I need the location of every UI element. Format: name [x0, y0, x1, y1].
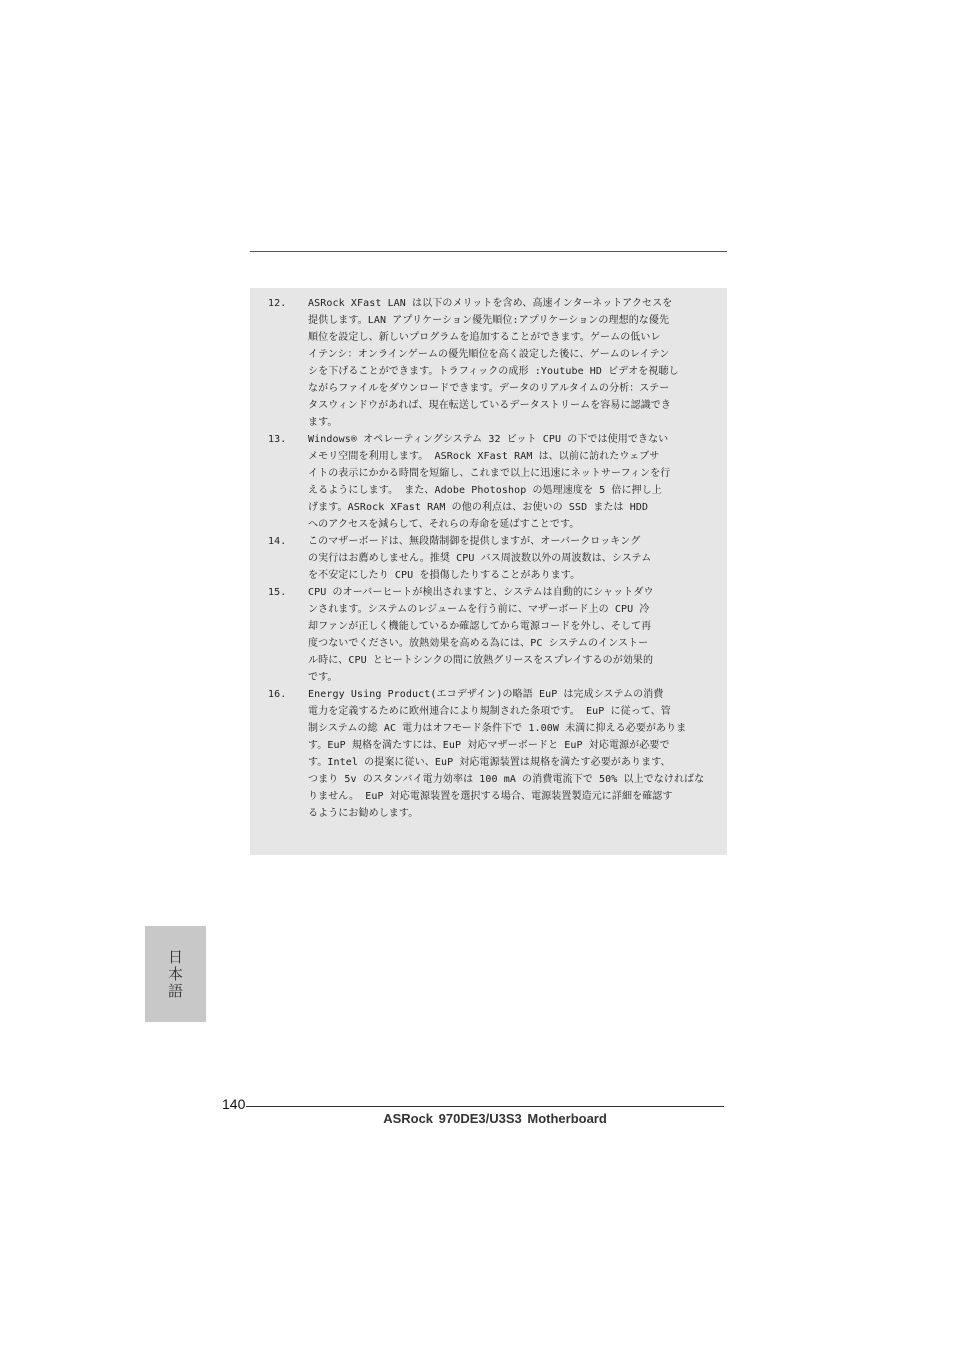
notes-panel — [250, 288, 727, 855]
note-text: ASRock XFast LAN は以下のメリットを含め、高速インターネットアクセスを 提供します。LAN アプリケーション優先順位:アプリケーションの理想的な優先 順位を設定し、新しいプログラムを追加することができます。ゲームの低いレ イテンシ：オンラインゲームの優先順位を高く設定した後に、ゲームのレイテン シを下げることができます。トラフィックの成形 :Youtube HD ビデオを視聴し ながらファイルをダウンロードできます。データのリアルタイムの分析：ステー タスウィンドウがあれば、現在転送しているデータストリームを容易に認識でき ます。 — [308, 298, 679, 428]
note-item — [268, 533, 714, 584]
note-number: 13. — [268, 434, 287, 445]
note-text: Windows® オペレーティングシステム 32 ビット CPU の下では使用できない メモリ空間を利用します。 ASRock XFast RAM は、以前に訪れたウェブサ イトの表示にかかる時間を短縮し、これまで以上に迅速にネットサーフィンを行 えるようにします。 また、Adobe Photoshop の処理速度を 5 倍に押し上 げます。ASRock XFast RAM の他の利点は、お使いの SSD または HDD へのアクセスを減らして、それらの寿命を延ばすことです。 — [308, 434, 671, 530]
note-number: 16. — [268, 689, 287, 700]
note-item — [268, 584, 714, 686]
note-item — [268, 686, 714, 822]
notes-list — [268, 295, 714, 822]
language-tab — [145, 926, 206, 1022]
note-text: このマザーボードは、無段階制御を提供しますが、オーバークロッキング の実行はお薦めしません。推奨 CPU バス周波数以外の周波数は、システム を不安定にしたり CPU を損傷したりすることがあります。 — [308, 536, 652, 581]
note-text: CPU のオーバーヒートが検出されますと、システムは自動的にシャットダウ ンされます。システムのレジュームを行う前に、マザーボード上の CPU 冷 却ファンが正しく機能しているか確認してから電源コードを外し、そして再 度つないでください。放熱効果を高める為には、PC システムのインストー ル時に、CPU とヒートシンクの間に放熱グリースをスプレイするのが効果的 です。 — [308, 587, 654, 683]
note-text: Energy Using Product(エコデザイン)の略語 EuP は完成システムの消費 電力を定義するために欧州連合により規制された条項です。 EuP に従って、管 制システムの総 AC 電力はオフモード条件下で 1.00W 未満に抑える必要がありま す。EuP 規格を満たすには、EuP 対応マザーボードと EuP 対応電源が必要で す。Intel の提案に従い、EuP 対応電源装置は規格を満たす必要があります、 つまり 5v のスタンバイ電力効率は 100 mA の消費電流下で 50% 以上でなければな りません。 EuP 対応電源装置を選択する場合、電源装置製造元に詳細を確認す るようにお勧めします。 — [308, 689, 705, 819]
note-number: 15. — [268, 587, 287, 598]
note-item — [268, 295, 714, 431]
language-tab-label: 日本語 — [166, 948, 184, 1000]
note-number: 14. — [268, 536, 287, 547]
footer-divider — [246, 1106, 724, 1107]
note-number: 12. — [268, 298, 287, 309]
footer-title: ASRock 970DE3/U3S3 Motherboard — [383, 1111, 607, 1126]
top-divider — [250, 251, 727, 252]
page-number: 140 — [222, 1096, 246, 1112]
note-item — [268, 431, 714, 533]
